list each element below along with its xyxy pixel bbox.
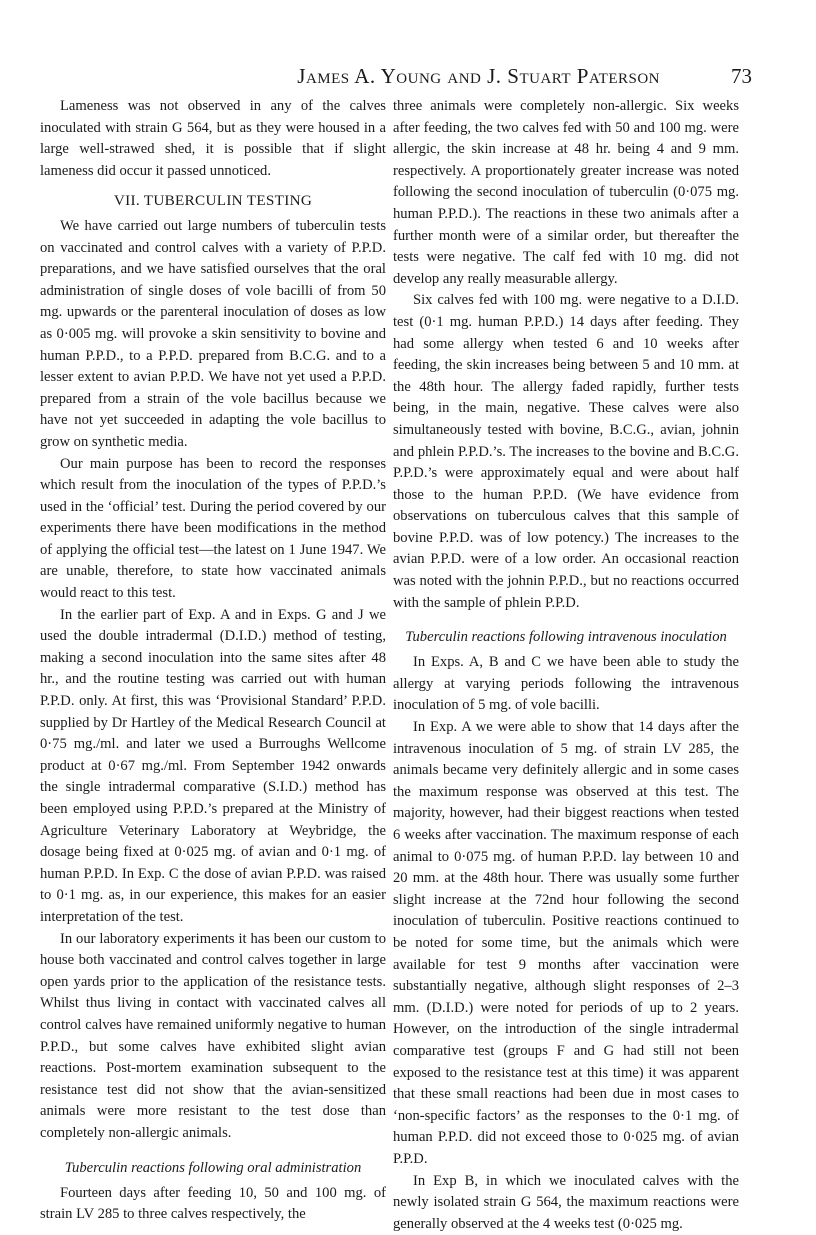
paragraph-lameness: Lameness was not observed in any of the calves inoculated with strain G 564, but as they were housed in a large well-strawed shed, it is possible that if slight lameness did occur it passed unnoticed. <box>40 96 386 182</box>
running-header-authors: James A. Young and J. Stuart Paterson <box>297 64 660 89</box>
paragraph-exp-a: In Exp. A we were able to show that 14 days after the intravenous inoculation of 5 mg. of strain LV 285, the animals became very definitely allergic and in some cases the maximum response was observed at this test. The majority, however, had their biggest reactions when tested 6 weeks after vaccination. The maximum response of each animal to 0·075 mg. of human P.P.D. lay between 10 and 20 mm. at the 48th hour. There was usually some further slight increase at the 72nd hour following the second inoculation of tuberculin. Positive reactions continued to be noted for some time, but the animals which were available for test 9 months after vaccination were substantially negative, although slight responses of 2–3 mm. (D.I.D.) were noted for periods of up to 2 years. However, on the introduction of the single intradermal comparative test (groups F and G had still not been exposed to the resistance test at this time) it was apparent that these small reactions had been due in most cases to ‘non-specific factors’ as the responses to the 0·1 mg. of human P.P.D. did not exceed those to 0·025 mg. of avian P.P.D. <box>393 717 739 1170</box>
right-column <box>393 96 739 1235</box>
left-column <box>40 96 386 1226</box>
section-heading-tuberculin-testing: VII. TUBERCULIN TESTING <box>40 190 386 212</box>
subheading-intravenous-inoculation: Tuberculin reactions following intravenous inoculation <box>393 627 739 647</box>
paragraph-oral-continued: three animals were completely non-allergic. Six weeks after feeding, the two calves fed with 50 and 100 mg. were allergic, the skin increase at 48 hr. being 4 and 9 mm. respectively. A proportionately greater increase was noted following the second inoculation of tuberculin (0·075 mg. human P.P.D.). The reactions in these two animals after a further month were of a similar order, but thereafter the tests were negative. The calf fed with 10 mg. did not develop any really measurable allergy. <box>393 96 739 290</box>
paragraph-housing: In our laboratory experiments it has been our custom to house both vaccinated and control calves together in large open yards prior to the application of the resistance tests. Whilst thus living in contact with vaccinated calves all control calves have remained uniformly negative to human P.P.D., but some calves have exhibited slight avian reactions. Post-mortem examination subsequent to the resistance test did not show that the avian-sensitized animals were more resistant to the test dose than completely non-allergic animals. <box>40 929 386 1145</box>
subheading-oral-administration: Tuberculin reactions following oral administration <box>40 1158 386 1178</box>
paragraph-overview: We have carried out large numbers of tuberculin tests on vaccinated and control calves with a variety of P.P.D. preparations, and we have satisfied ourselves that the oral administration of single doses of vole bacilli of from 50 mg. upwards or the parenteral inoculation of doses as low as 0·005 mg. will provoke a skin sensitivity to bovine and human P.P.D., to a P.P.D. prepared from B.C.G. and to a lesser extent to avian P.P.D. We have not yet used a P.P.D. prepared from a strain of the vole bacillus because we have not yet succeeded in adapting the vole bacillus to grow on synthetic media. <box>40 216 386 454</box>
paragraph-purpose: Our main purpose has been to record the responses which result from the inoculation of the types of P.P.D.’s used in the ‘official’ test. During the period covered by our experiments there have been modifications in the method of applying the official test—the latest on 1 June 1947. We are unable, therefore, to state how vaccinated animals would react to this test. <box>40 454 386 605</box>
page-number: 73 <box>731 64 752 89</box>
paragraph-iv-intro: In Exps. A, B and C we have been able to study the allergy at varying periods following the intravenous inoculation of 5 mg. of vole bacilli. <box>393 652 739 717</box>
paragraph-methods: In the earlier part of Exp. A and in Exps. G and J we used the double intradermal (D.I.D.) method of testing, making a second inoculation into the same sites after 48 hr., and the routine testing was carried out with human P.P.D. only. At first, this was ‘Provisional Standard’ P.P.D. supplied by Dr Hartley of the Medical Research Council at 0·75 mg./ml. and later we used a Burroughs Wellcome product at 0·67 mg./ml. From September 1942 onwards the single intradermal comparative (S.I.D.) method has been employed using P.P.D.’s prepared at the Ministry of Agriculture Veterinary Laboratory at Weybridge, the dosage being fixed at 0·025 mg. of avian and 0·1 mg. of human P.P.D. In Exp. C the dose of avian P.P.D. was raised to 0·1 mg. as, in our experience, this makes for an easier interpretation of the test. <box>40 605 386 929</box>
paragraph-oral-start: Fourteen days after feeding 10, 50 and 100 mg. of strain LV 285 to three calves respectively, the <box>40 1183 386 1226</box>
paragraph-six-calves: Six calves fed with 100 mg. were negative to a D.I.D. test (0·1 mg. human P.P.D.) 14 days after feeding. They had some allergy when tested 6 and 10 weeks after feeding, the skin increases being between 5 and 10 mm. at the 48th hour. The allergy faded rapidly, further tests being, in the main, negative. These calves were also simultaneously tested with bovine, B.C.G., avian, johnin and phlein P.P.D.’s. The increases to the bovine and B.C.G. P.P.D.’s were approximately equal and were about half those to the human P.P.D. (We have evidence from observations on tuberculous calves that this sample of bovine P.P.D. was of low potency.) The increases to the avian P.P.D. were of a low order. An occasional reaction was noted with the johnin P.P.D., but no reactions occurred with the sample of phlein P.P.D. <box>393 290 739 614</box>
running-header <box>0 64 752 94</box>
paragraph-exp-b: In Exp B, in which we inoculated calves with the newly isolated strain G 564, the maximum reactions were generally observed at the 4 weeks test (0·025 mg. <box>393 1171 739 1235</box>
